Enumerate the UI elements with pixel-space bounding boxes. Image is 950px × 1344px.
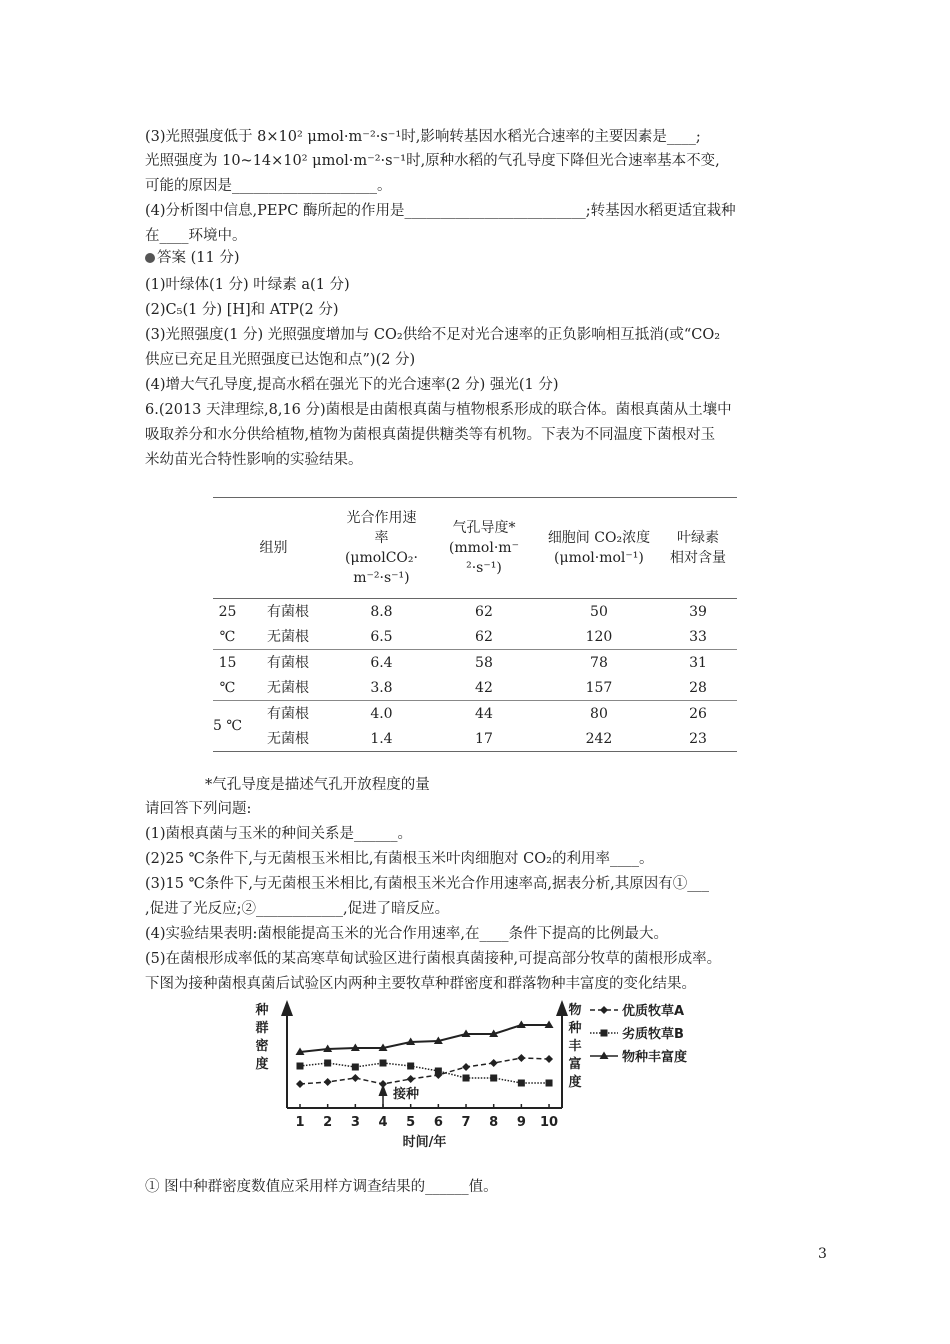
x-tick-label: 9 <box>516 1115 526 1130</box>
series-line <box>300 1058 549 1084</box>
legend-item <box>590 1003 684 1019</box>
conductance: 62 <box>475 603 493 620</box>
y-axis-left-label-char: 种 <box>255 1003 269 1018</box>
question-6-3-line-2: ,促进了光反应;②____________,促进了暗反应。 <box>145 901 450 917</box>
rate: 6.4 <box>370 654 393 671</box>
diamond-marker <box>545 1055 553 1063</box>
rate: 8.8 <box>370 603 393 620</box>
conductance: 62 <box>475 628 493 645</box>
group: 无菌根 <box>266 628 309 645</box>
co2: 80 <box>590 705 608 722</box>
temp-5: 5 ℃ <box>213 701 242 752</box>
conductance: 58 <box>475 654 493 671</box>
question-6-3-line-1: (3)15 ℃条件下,与无菌根玉米相比,有菌根玉米光合作用速率高,据表分析,其原因有①___ <box>145 876 710 892</box>
y-axis-left-label-char: 群 <box>255 1021 269 1036</box>
header-rate-2: 率 <box>374 530 389 546</box>
x-tick-label: 2 <box>323 1115 333 1130</box>
header-cond-1: 气孔导度* <box>452 520 516 536</box>
y-axis-right-label-char: 种 <box>568 1021 582 1036</box>
answer-1: (1)叶绿体(1 分) 叶绿素 a(1 分) <box>145 277 350 293</box>
y-axis-right-label-char: 丰 <box>568 1039 582 1054</box>
table-row <box>213 624 737 650</box>
x-tick-label: 4 <box>378 1115 388 1130</box>
table-footnote: *气孔导度是描述气孔开放程度的量 <box>205 777 430 793</box>
header-rate-1: 光合作用速 <box>346 510 417 526</box>
temp-15-bottom: ℃ <box>219 679 236 696</box>
legend-label: 物种丰富度 <box>622 1050 688 1065</box>
chlorophyll: 23 <box>689 730 707 747</box>
density-richness-chart <box>240 1000 700 1150</box>
square-marker <box>435 1068 442 1075</box>
chart-series <box>296 1021 554 1089</box>
answer-heading-text: 答案 (11 分) <box>157 250 240 266</box>
x-tick-label: 3 <box>350 1115 360 1130</box>
header-co2-2: (μmol·mol⁻¹) <box>554 550 644 566</box>
y-axis-left-label-char: 度 <box>255 1057 269 1072</box>
co2: 50 <box>590 603 608 620</box>
conductance: 17 <box>475 730 493 747</box>
answer-3-line-2: 供应已充足且光照强度已达饱和点”)(2 分) <box>145 352 416 368</box>
y-axis-right-label-char: 度 <box>568 1075 582 1090</box>
page-number: 3 <box>818 1246 827 1262</box>
diamond-marker <box>407 1075 415 1083</box>
results-table <box>213 497 737 752</box>
problem-6-intro-1: 6.(2013 天津理综,8,16 分)菌根是由菌根真菌与植物根系形成的联合体。菌根真菌从土壤中 <box>145 402 732 418</box>
header-co2 <box>539 498 659 599</box>
temp-25-bottom: ℃ <box>219 628 236 645</box>
temp-25-top: 25 <box>218 603 237 620</box>
question-6-5-line-2: 下图为接种菌根真菌后试验区内两种主要牧草种群密度和群落物种丰富度的变化结果。 <box>145 976 696 992</box>
header-group: 组别 <box>259 540 288 556</box>
series-line <box>300 1063 549 1083</box>
x-tick-label: 10 <box>539 1115 559 1130</box>
group: 有菌根 <box>266 603 309 620</box>
x-tick-label: 7 <box>461 1115 471 1130</box>
co2: 120 <box>585 628 613 645</box>
header-co2-1: 细胞间 CO₂浓度 <box>547 530 651 546</box>
question-6-1: (1)菌根真菌与玉米的种间关系是______。 <box>145 826 413 842</box>
series-line <box>300 1025 549 1052</box>
square-marker <box>490 1075 497 1082</box>
question-6-5-sub-1: ① 图中种群密度数值应采用样方调查结果的______值。 <box>145 1179 498 1195</box>
x-tick-label: 6 <box>433 1115 443 1130</box>
header-chl-1: 叶绿素 <box>676 530 719 546</box>
question-6-2: (2)25 ℃条件下,与无菌根玉米相比,有菌根玉米叶肉细胞对 CO₂的利用率____。 <box>145 851 654 867</box>
table-row <box>213 599 737 625</box>
diamond-marker <box>517 1054 525 1062</box>
rate: 3.8 <box>370 679 393 696</box>
diamond-marker <box>324 1078 332 1086</box>
header-chl-2: 相对含量 <box>669 550 726 566</box>
x-tick-label: 1 <box>295 1115 305 1130</box>
co2: 157 <box>585 679 613 696</box>
answer-2: (2)C₅(1 分) [H]和 ATP(2 分) <box>145 302 339 318</box>
table-row <box>213 726 737 752</box>
conductance: 44 <box>475 705 493 722</box>
table-row <box>213 675 737 701</box>
answer-icon <box>145 253 155 263</box>
questions-prompt: 请回答下列问题: <box>145 801 252 817</box>
diamond-marker <box>462 1063 470 1071</box>
series-square <box>297 1060 553 1087</box>
header-rate-3: (μmolCO₂· <box>344 550 418 566</box>
square-marker <box>518 1080 525 1087</box>
legend-item <box>590 1049 687 1065</box>
temp-15-top: 15 <box>218 654 237 671</box>
problem-6-intro-2: 吸取养分和水分供给植物,植物为菌根真菌提供糖类等有机物。下表为不同温度下菌根对玉 <box>145 427 716 443</box>
header-conductance <box>429 498 539 599</box>
x-tick-label: 8 <box>489 1115 499 1130</box>
diamond-marker <box>379 1080 387 1088</box>
chlorophyll: 31 <box>689 654 707 671</box>
square-marker <box>324 1060 331 1067</box>
square-marker <box>407 1063 414 1070</box>
x-axis-label: 时间/年 <box>402 1135 447 1150</box>
chlorophyll: 28 <box>689 679 707 696</box>
question-6-5-line-1: (5)在菌根形成率低的某高寒草甸试验区进行菌根真菌接种,可提高部分牧草的菌根形成率。 <box>145 951 722 967</box>
group: 无菌根 <box>266 679 309 696</box>
square-marker <box>546 1080 553 1087</box>
rate: 6.5 <box>370 628 393 645</box>
chlorophyll: 33 <box>689 628 707 645</box>
co2: 242 <box>585 730 613 747</box>
header-rate <box>334 498 429 599</box>
header-cond-3: ²·s⁻¹) <box>466 560 502 576</box>
answer-3-line-1: (3)光照强度(1 分) 光照强度增加与 CO₂供给不足对光合速率的正负影响相互抵消(或“CO₂ <box>145 327 721 343</box>
table-row <box>213 650 737 676</box>
conductance: 42 <box>475 679 493 696</box>
question-6-4: (4)实验结果表明:菌根能提高玉米的光合作用速率,在____条件下提高的比例最大。 <box>145 926 669 942</box>
chlorophyll: 39 <box>689 603 707 620</box>
answer-heading <box>145 248 239 268</box>
diamond-marker <box>490 1059 498 1067</box>
rate: 1.4 <box>370 730 393 747</box>
table-row <box>213 701 737 727</box>
diamond-marker <box>296 1080 304 1088</box>
header-cond-2: (mmol·m⁻ <box>448 540 519 556</box>
rate: 4.0 <box>370 705 393 722</box>
problem-6-intro-3: 米幼苗光合特性影响的实验结果。 <box>145 452 363 468</box>
series-triangle <box>296 1021 554 1056</box>
x-tick-label: 5 <box>406 1115 416 1130</box>
co2: 78 <box>590 654 608 671</box>
square-marker <box>380 1060 387 1067</box>
square-marker <box>297 1063 304 1070</box>
legend-label: 优质牧草A <box>622 1004 685 1019</box>
question-4-line-1: (4)分析图中信息,PEPC 酶所起的作用是_________________________;转基因水稻更适宜栽种 <box>145 203 736 219</box>
square-marker <box>463 1075 470 1082</box>
series-diamond <box>296 1054 553 1088</box>
legend-item <box>590 1026 684 1042</box>
group: 有菌根 <box>266 654 309 671</box>
chlorophyll: 26 <box>689 705 707 722</box>
header-rate-4: m⁻²·s⁻¹) <box>353 570 410 586</box>
question-3-line-3: 可能的原因是____________________。 <box>145 178 392 194</box>
y-axis-right-label-char: 物 <box>568 1003 582 1018</box>
header-chlorophyll <box>659 498 737 599</box>
square-marker <box>601 1030 608 1037</box>
question-3-line-2: 光照强度为 10~14×10² μmol·m⁻²·s⁻¹时,原种水稻的气孔导度下降但光合速率基本不变, <box>145 153 720 169</box>
chart-labels <box>254 1002 687 1150</box>
diamond-marker <box>600 1006 608 1014</box>
group: 无菌根 <box>266 730 309 747</box>
question-3-line-1: (3)光照强度低于 8×10² μmol·m⁻²·s⁻¹时,影响转基因水稻光合速率的主要因素是____; <box>145 129 701 145</box>
question-4-line-2: 在____环境中。 <box>145 228 247 244</box>
legend-label: 劣质牧草B <box>622 1027 684 1042</box>
answer-4: (4)增大气孔导度,提高水稻在强光下的光合速率(2 分) 强光(1 分) <box>145 377 559 393</box>
group: 有菌根 <box>266 705 309 722</box>
y-axis-right-label-char: 富 <box>568 1057 582 1072</box>
square-marker <box>352 1064 359 1071</box>
diamond-marker <box>351 1074 359 1082</box>
y-axis-left-label-char: 密 <box>255 1039 269 1054</box>
inoculation-label: 接种 <box>393 1087 420 1102</box>
